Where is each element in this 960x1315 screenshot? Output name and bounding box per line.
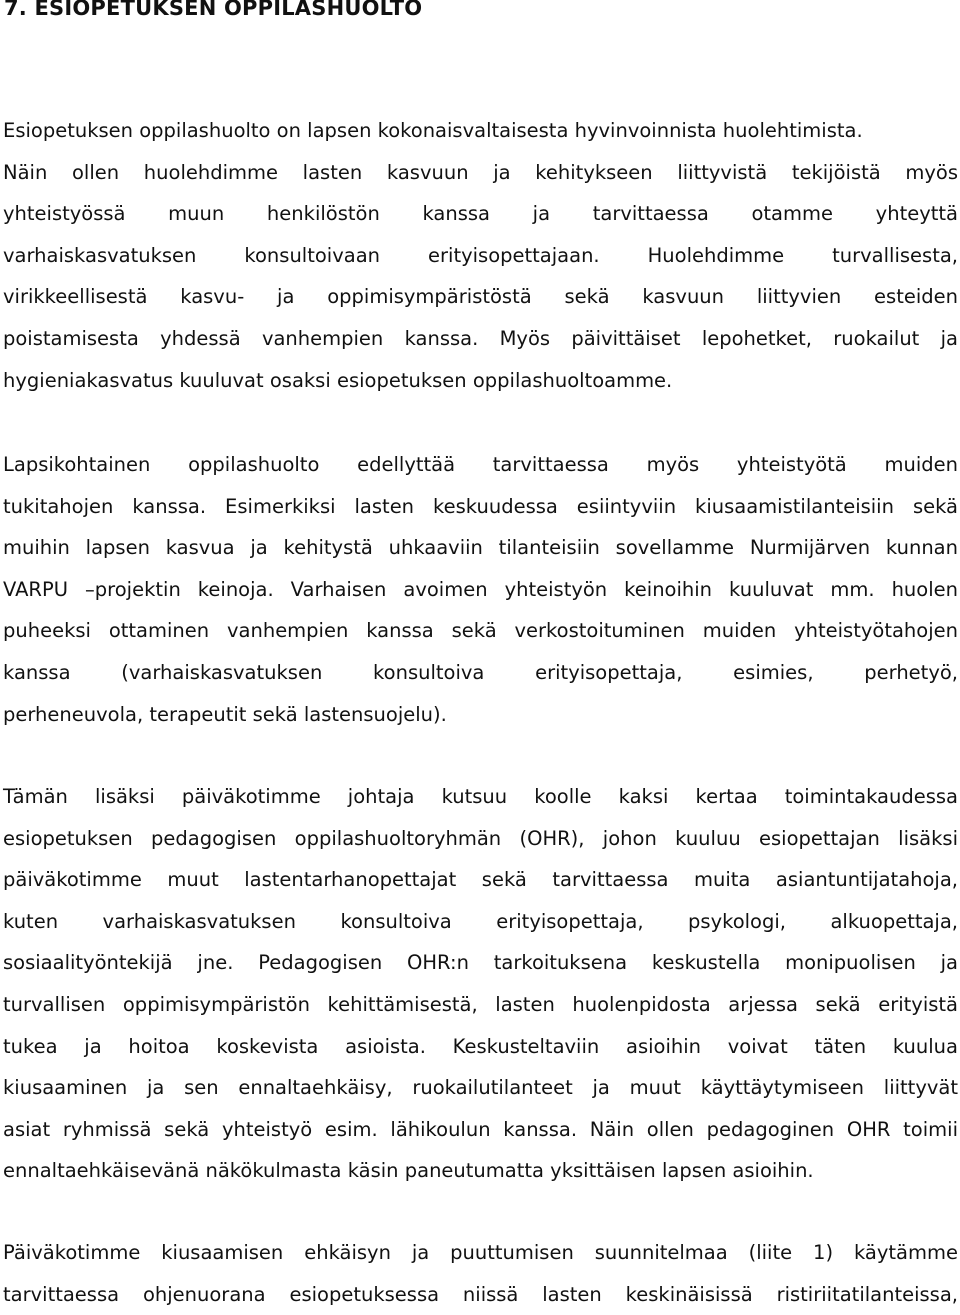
text-line: varhaiskasvatuksen konsultoivaan erityisopettajaan. Huolehdimme turvallisesta, xyxy=(3,243,958,267)
text-line: tarvittaessa ohjenuorana esiopetuksessa niissä lasten keskinäisissä ristiriitatilanteissa, xyxy=(3,1282,958,1306)
text-line: tukitahojen kanssa. Esimerkiksi lasten keskuudessa esiintyviin kiusaamistilanteisiin sekä xyxy=(3,494,958,518)
text-line: Näin ollen huolehdimme lasten kasvuun ja kehitykseen liittyvistä tekijöistä myös xyxy=(3,160,958,184)
paragraph-pedagoginen-ohr xyxy=(3,776,958,1192)
text-line: kanssa (varhaiskasvatuksen konsultoiva erityisopettaja, esimies, perhetyö, xyxy=(3,660,958,684)
text-line: Lapsikohtainen oppilashuolto edellyttää tarvittaessa myös yhteistyötä muiden xyxy=(3,453,958,476)
text-line: päiväkotimme muut lastentarhanopettajat sekä tarvittaessa muita asiantuntijatahoja, xyxy=(3,868,958,892)
text-line: VARPU –projektin keinoja. Varhaisen avoimen yhteistyön keinoihin kuuluvat mm. huolen xyxy=(3,577,958,601)
text-line: hygieniakasvatus kuuluvat osaksi esiopetuksen oppilashuoltoamme. xyxy=(3,368,673,392)
text-line: sosiaalityöntekijä jne. Pedagogisen OHR:n tarkoituksena keskustella monipuolisen ja xyxy=(3,951,958,975)
paragraph-kiusaamisen-ehkaisy xyxy=(3,1232,958,1315)
text-line: kiusaaminen ja sen ennaltaehkäisy, ruokailutilanteet ja muut käyttäytymiseen liittyvät xyxy=(3,1076,958,1100)
paragraph-oppilashuolto-intro xyxy=(3,110,958,401)
text-line: muihin lapsen kasvua ja kehitystä uhkaaviin tilanteisiin sovellamme Nurmijärven kunnan xyxy=(3,536,958,560)
text-line: Esiopetuksen oppilashuolto on lapsen kokonaisvaltaisesta hyvinvoinnista huolehtimista. xyxy=(3,119,863,142)
text-line: Tämän lisäksi päiväkotimme johtaja kutsuu koolle kaksi kertaa toimintakaudessa xyxy=(3,785,958,808)
text-line: esiopetuksen pedagogisen oppilashuoltoryhmän (OHR), johon kuuluu esiopettajan lisäksi xyxy=(3,826,958,850)
text-line: Päiväkotimme kiusaamisen ehkäisyn ja puuttumisen suunnitelmaa (liite 1) käytämme xyxy=(3,1241,958,1264)
text-line: kuten varhaiskasvatuksen konsultoiva erityisopettaja, psykologi, alkuopettaja, xyxy=(3,909,958,933)
text-line: asiat ryhmissä sekä yhteistyö esim. lähikoulun kanssa. Näin ollen pedagoginen OHR toimii xyxy=(3,1117,958,1141)
text-line: tukea ja hoitoa koskevista asioista. Keskusteltaviin asioihin voivat täten kuulua xyxy=(3,1034,958,1058)
text-line: yhteistyössä muun henkilöstön kanssa ja tarvittaessa otamme yhteyttä xyxy=(3,202,958,226)
text-line: perheneuvola, terapeutit sekä lastensuojelu). xyxy=(3,702,447,726)
text-line: poistamisesta yhdessä vanhempien kanssa. Myös päivittäiset lepohetket, ruokailut ja xyxy=(3,326,958,350)
text-line: virikkeellisestä kasvu- ja oppimisympäristöstä sekä kasvuun liittyvien esteiden xyxy=(3,285,958,309)
paragraph-lapsikohtainen xyxy=(3,444,958,735)
section-heading: 7. ESIOPETUKSEN OPPILASHUOLTO xyxy=(4,0,423,20)
text-line: turvallisen oppimisympäristön kehittämisestä, lasten huolenpidosta arjessa sekä erityistä xyxy=(3,992,958,1016)
text-line: puheeksi ottaminen vanhempien kanssa sekä verkostoituminen muiden yhteistyötahojen xyxy=(3,619,958,643)
text-line: ennaltaehkäisevänä näkökulmasta käsin paneutumatta yksittäisen lapsen asioihin. xyxy=(3,1159,814,1183)
